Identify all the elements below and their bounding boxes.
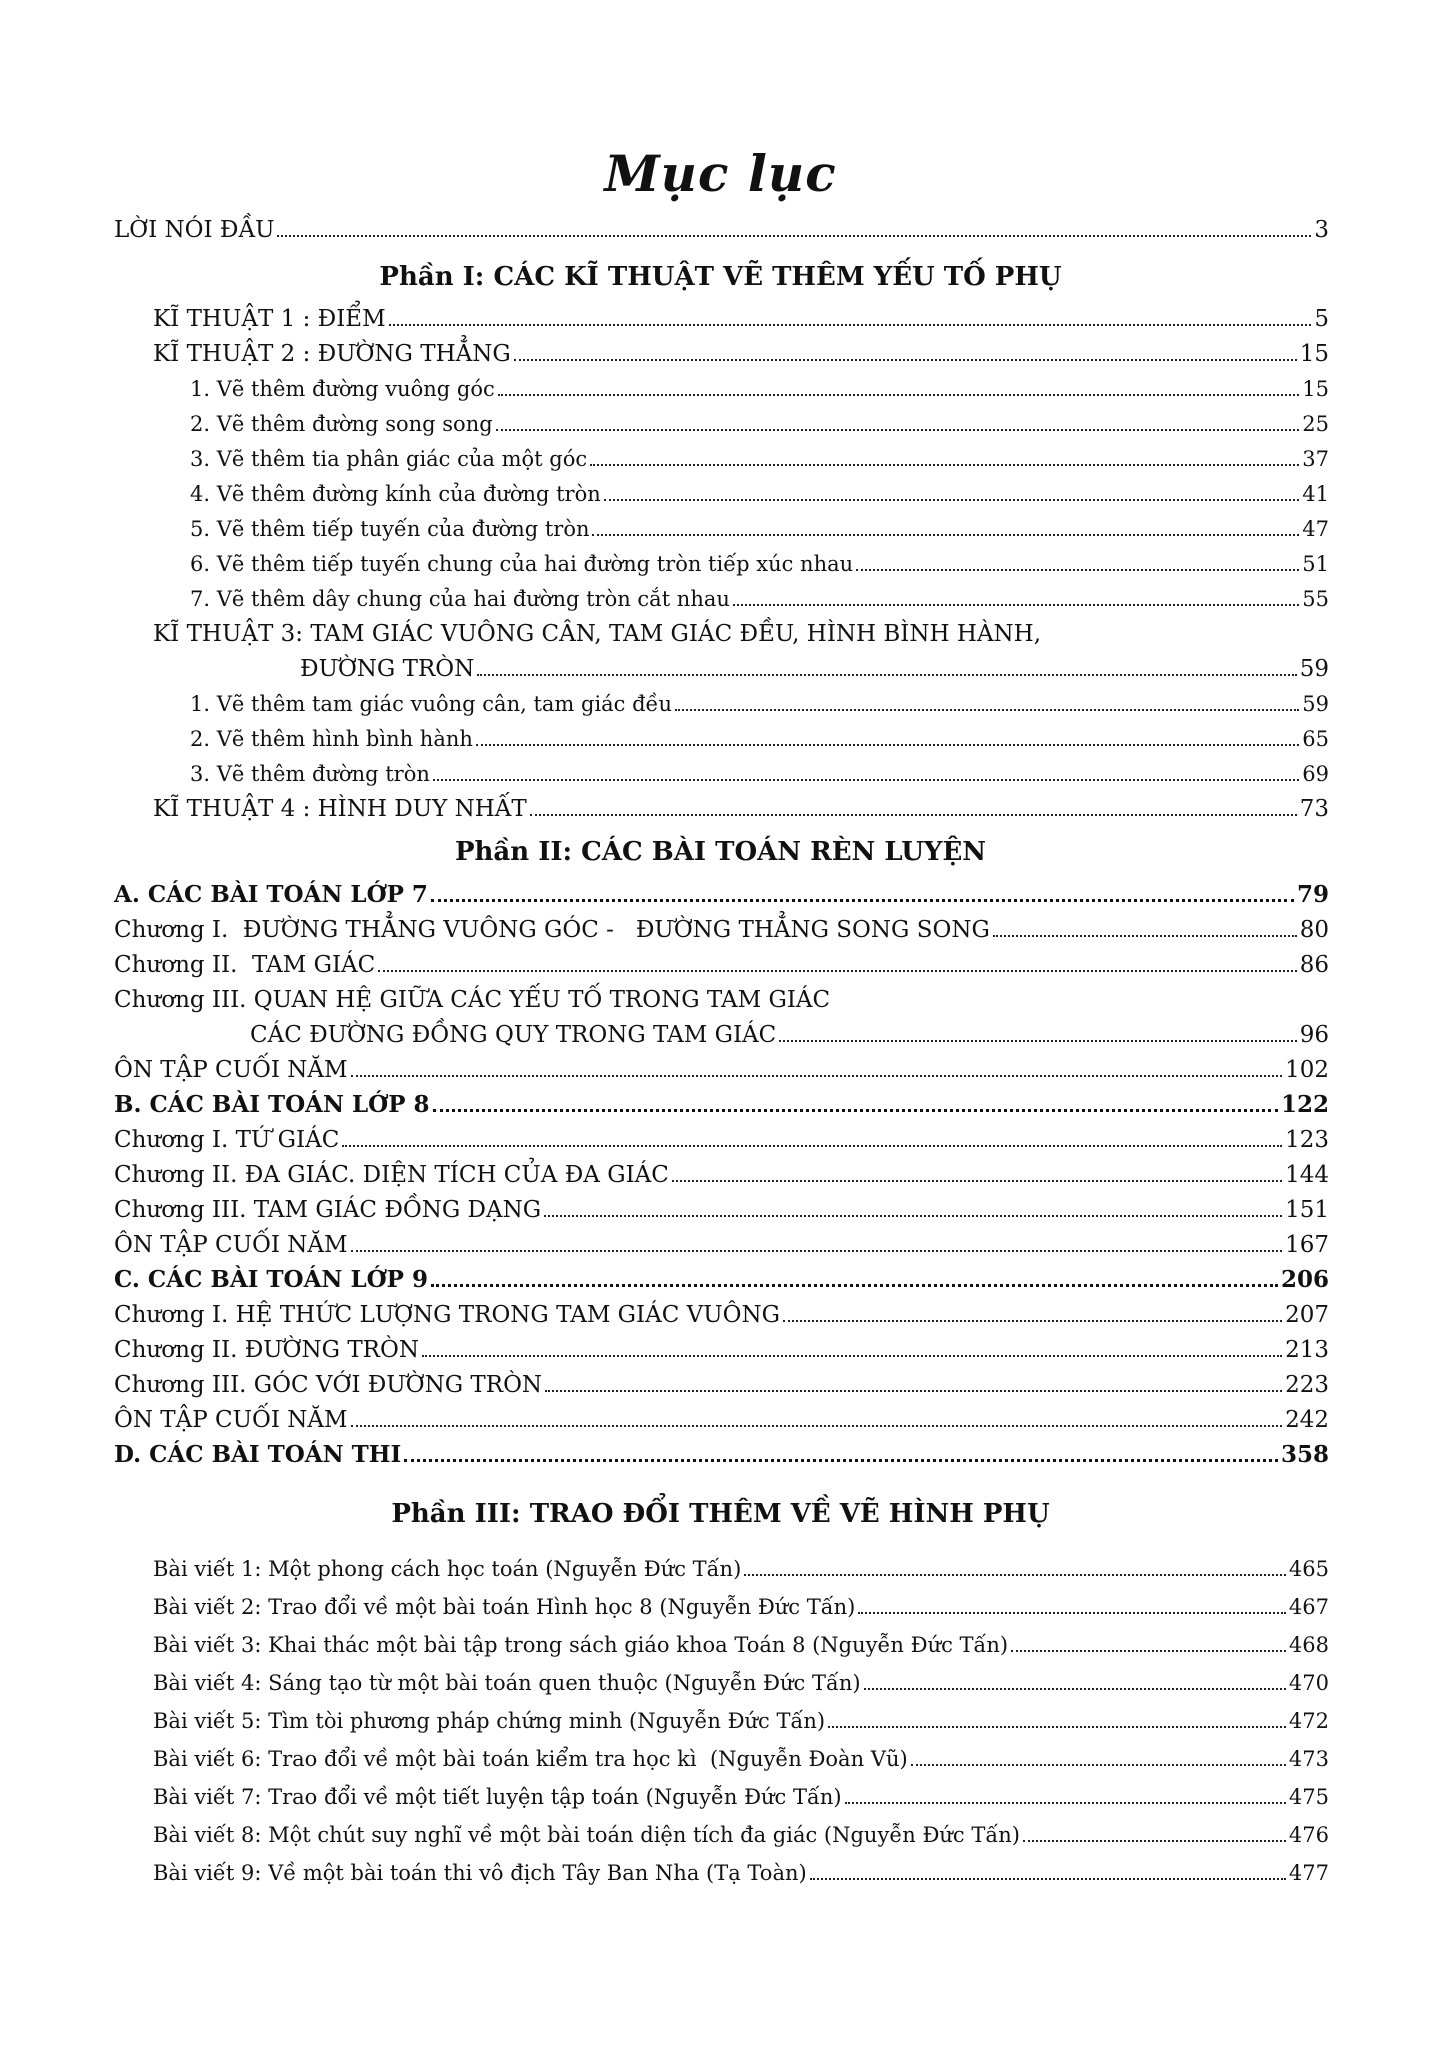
toc-entry-page: 59 (1302, 692, 1329, 716)
toc-entry-section (114, 1090, 1329, 1120)
dot-leader (858, 1612, 1286, 1614)
toc-entry-page: 102 (1285, 1057, 1329, 1083)
toc-entry (114, 1335, 1329, 1365)
toc-entry-label: Bài viết 1: Một phong cách học toán (Nguyễn Đức Tấn) (153, 1557, 742, 1581)
toc-entry-label: 6. Vẽ thêm tiếp tuyến chung của hai đường tròn tiếp xúc nhau (190, 552, 854, 576)
toc-entry-label: Chương II. TAM GIÁC (114, 952, 376, 978)
toc-entry-label: Chương I. TỨ GIÁC (114, 1127, 340, 1153)
toc-entry-label: 1. Vẽ thêm tam giác vuông cân, tam giác đều (190, 692, 673, 716)
toc-entry-label: Chương III. TAM GIÁC ĐỒNG DẠNG (114, 1197, 542, 1223)
toc-entry (114, 1160, 1329, 1190)
toc-entry (190, 514, 1329, 544)
toc-entry-label: KĨ THUẬT 4 : HÌNH DUY NHẤT (153, 796, 527, 822)
toc-entry-page: 468 (1288, 1633, 1329, 1657)
dot-leader (864, 1688, 1286, 1690)
toc-entry (114, 1300, 1329, 1330)
toc-entry (153, 1820, 1329, 1850)
toc-entry (300, 654, 1329, 684)
dot-leader (733, 604, 1299, 606)
toc-entry-label: ÔN TẬP CUỐI NĂM (114, 1057, 348, 1083)
part1-heading: Phần I: CÁC KĨ THUẬT VẼ THÊM YẾU TỐ PHỤ (379, 262, 1062, 292)
toc-entry-page: 144 (1285, 1162, 1329, 1188)
toc-entry (190, 479, 1329, 509)
dot-leader (828, 1726, 1286, 1728)
toc-entry-page: 206 (1280, 1266, 1329, 1293)
toc-entry (153, 304, 1329, 334)
dot-leader (498, 394, 1300, 396)
toc-entry-page: 167 (1285, 1232, 1329, 1258)
toc-entry-page: 472 (1288, 1709, 1329, 1733)
toc-entry (114, 1370, 1329, 1400)
dot-leader (1023, 1840, 1286, 1842)
toc-entry-page: 473 (1288, 1747, 1329, 1771)
toc-entry-page: 477 (1288, 1861, 1329, 1885)
dot-leader (433, 1109, 1278, 1112)
toc-entry-label: Bài viết 3: Khai thác một bài tập trong sách giáo khoa Toán 8 (Nguyễn Đức Tấn) (153, 1633, 1009, 1657)
toc-entry-label: 5. Vẽ thêm tiếp tuyến của đường tròn (190, 517, 590, 541)
toc-entry-page: 51 (1302, 552, 1329, 576)
toc-entry-label: B. CÁC BÀI TOÁN LỚP 8 (114, 1091, 430, 1118)
toc-entry-label: 2. Vẽ thêm hình bình hành (190, 727, 473, 751)
toc-entry-page: 73 (1299, 796, 1329, 822)
toc-entry (190, 584, 1329, 614)
toc-entry (190, 724, 1329, 754)
toc-entry-page: 65 (1302, 727, 1329, 751)
toc-entry-page: 69 (1302, 762, 1329, 786)
dot-leader (783, 1320, 1282, 1322)
dot-leader (431, 1284, 1278, 1287)
toc-entry-label: 2. Vẽ thêm đường song song (190, 412, 493, 436)
toc-entry-page: 55 (1302, 587, 1329, 611)
dot-leader (592, 534, 1299, 536)
toc-entry-label-cont: CÁC ĐƯỜNG ĐỒNG QUY TRONG TAM GIÁC (250, 1022, 777, 1048)
dot-leader (476, 744, 1299, 746)
dot-leader (351, 1075, 1283, 1077)
toc-entry-label-cont: ĐƯỜNG TRÒN (300, 656, 475, 682)
toc-entry-page: 213 (1285, 1337, 1329, 1363)
toc-entry-label: 1. Vẽ thêm đường vuông góc (190, 377, 495, 401)
toc-entry (114, 1230, 1329, 1260)
dot-leader (351, 1250, 1283, 1252)
toc-entry-page: 47 (1302, 517, 1329, 541)
toc-entry (153, 1858, 1329, 1888)
dot-leader (911, 1764, 1286, 1766)
toc-entry (250, 1020, 1329, 1050)
toc-entry (153, 1706, 1329, 1736)
toc-entry-label: 3. Vẽ thêm tia phân giác của một góc (190, 447, 588, 471)
toc-entry-preface (114, 215, 1329, 245)
toc-entry-label: Bài viết 5: Tìm tòi phương pháp chứng minh (Nguyễn Đức Tấn) (153, 1709, 826, 1733)
toc-entry-section (114, 880, 1329, 910)
toc-entry (114, 950, 1329, 980)
toc-entry (114, 1055, 1329, 1085)
toc-entry-label: Chương II. ĐA GIÁC. DIỆN TÍCH CỦA ĐA GIÁC (114, 1162, 669, 1188)
dot-leader (422, 1355, 1282, 1357)
dot-leader (378, 970, 1296, 972)
dot-leader (544, 1215, 1282, 1217)
page-title: Mục lục (604, 144, 837, 203)
toc-entry (153, 1554, 1329, 1584)
toc-entry-page: 3 (1314, 217, 1329, 243)
toc-entry-label: A. CÁC BÀI TOÁN LỚP 7 (114, 881, 428, 908)
dot-leader (604, 499, 1300, 501)
toc-entry (153, 1782, 1329, 1812)
toc-entry-label: LỜI NÓI ĐẦU (114, 217, 275, 243)
toc-entry (153, 794, 1329, 824)
toc-entry (153, 1744, 1329, 1774)
dot-leader (590, 464, 1299, 466)
toc-entry-page: 358 (1280, 1441, 1329, 1468)
dot-leader (431, 899, 1294, 902)
dot-leader (433, 779, 1299, 781)
toc-entry-page: 79 (1296, 881, 1329, 908)
part2-heading: Phần II: CÁC BÀI TOÁN RÈN LUYỆN (454, 837, 987, 867)
dot-leader (672, 1180, 1282, 1182)
toc-entry-page: 207 (1285, 1302, 1329, 1328)
toc-entry (190, 549, 1329, 579)
dot-leader (496, 429, 1300, 431)
toc-entry-page: 59 (1299, 656, 1329, 682)
toc-entry-label: Bài viết 7: Trao đổi về một tiết luyện tập toán (Nguyễn Đức Tấn) (153, 1785, 842, 1809)
toc-entry (153, 1668, 1329, 1698)
toc-entry-label: Bài viết 6: Trao đổi về một bài toán kiểm tra học kì (Nguyễn Đoàn Vũ) (153, 1747, 908, 1771)
toc-entry-page: 465 (1288, 1557, 1329, 1581)
toc-entry-label: Bài viết 2: Trao đổi về một bài toán Hình học 8 (Nguyễn Đức Tấn) (153, 1595, 856, 1619)
dot-leader (810, 1878, 1286, 1880)
dot-leader (514, 359, 1297, 361)
toc-entry-page: 476 (1288, 1823, 1329, 1847)
toc-entry (153, 1592, 1329, 1622)
toc-entry-page: 37 (1302, 447, 1329, 471)
toc-entry (114, 1195, 1329, 1225)
toc-entry (153, 1630, 1329, 1660)
toc-entry-label: 3. Vẽ thêm đường tròn (190, 762, 430, 786)
toc-entry (114, 915, 1329, 945)
toc-entry-page: 475 (1288, 1785, 1329, 1809)
toc-entry-label: KĨ THUẬT 2 : ĐƯỜNG THẲNG (153, 341, 511, 367)
toc-entry-label: KĨ THUẬT 1 : ĐIỂM (153, 306, 386, 332)
dot-leader (675, 709, 1299, 711)
toc-entry (190, 374, 1329, 404)
toc-entry-label: C. CÁC BÀI TOÁN LỚP 9 (114, 1266, 428, 1293)
dot-leader (856, 569, 1299, 571)
toc-entry-label: D. CÁC BÀI TOÁN THI (114, 1441, 402, 1468)
toc-entry-page: 223 (1285, 1372, 1329, 1398)
toc-entry (190, 759, 1329, 789)
toc-entry-page: 41 (1302, 482, 1329, 506)
toc-entry-label: Bài viết 9: Về một bài toán thi vô địch Tây Ban Nha (Tạ Toàn) (153, 1861, 807, 1885)
toc-entry-page: 5 (1314, 306, 1329, 332)
toc-entry-label: ÔN TẬP CUỐI NĂM (114, 1232, 348, 1258)
toc-entry-label: Bài viết 8: Một chút suy nghĩ về một bài toán diện tích đa giác (Nguyễn Đức Tấn) (153, 1823, 1020, 1847)
toc-entry-page: 15 (1299, 341, 1329, 367)
toc-entry-label: Chương I. ĐƯỜNG THẲNG VUÔNG GÓC - ĐƯỜNG THẲNG SONG SONG (114, 917, 990, 943)
toc-entry-section (114, 1440, 1329, 1470)
dot-leader (477, 674, 1296, 676)
toc-entry (190, 689, 1329, 719)
toc-entry-label: 4. Vẽ thêm đường kính của đường tròn (190, 482, 601, 506)
dot-leader (779, 1040, 1296, 1042)
toc-entry-page: 122 (1280, 1091, 1329, 1118)
dot-leader (545, 1390, 1282, 1392)
toc-entry-label: 7. Vẽ thêm dây chung của hai đường tròn cắt nhau (190, 587, 730, 611)
toc-entry (114, 1125, 1329, 1155)
dot-leader (530, 814, 1297, 816)
toc-entry (190, 409, 1329, 439)
toc-entry-label: KĨ THUẬT 3: TAM GIÁC VUÔNG CÂN, TAM GIÁC ĐỀU, HÌNH BÌNH HÀNH, (153, 621, 1042, 647)
toc-entry-page: 25 (1302, 412, 1329, 436)
toc-entry-label: Chương I. HỆ THỨC LƯỢNG TRONG TAM GIÁC VUÔNG (114, 1302, 781, 1328)
toc-entry (114, 1405, 1329, 1435)
toc-entry-section (114, 1265, 1329, 1295)
dot-leader (404, 1459, 1278, 1462)
toc-entry-label: Bài viết 4: Sáng tạo từ một bài toán quen thuộc (Nguyễn Đức Tấn) (153, 1671, 861, 1695)
toc-entry-page: 151 (1285, 1197, 1329, 1223)
dot-leader (351, 1425, 1283, 1427)
dot-leader (744, 1574, 1286, 1576)
toc-entry-label: Chương III. GÓC VỚI ĐƯỜNG TRÒN (114, 1372, 543, 1398)
toc-entry-label: ÔN TẬP CUỐI NĂM (114, 1407, 348, 1433)
toc-entry (153, 339, 1329, 369)
dot-leader (277, 235, 1311, 237)
dot-leader (342, 1145, 1282, 1147)
toc-entry-page: 80 (1299, 917, 1329, 943)
toc-entry-page: 15 (1302, 377, 1329, 401)
dot-leader (993, 935, 1297, 937)
toc-entry-page: 470 (1288, 1671, 1329, 1695)
dot-leader (1011, 1650, 1286, 1652)
toc-entry-page: 242 (1285, 1407, 1329, 1433)
toc-entry-page: 123 (1285, 1127, 1329, 1153)
toc-entry (190, 444, 1329, 474)
toc-entry-page: 86 (1299, 952, 1329, 978)
toc-entry-label: Chương II. ĐƯỜNG TRÒN (114, 1337, 419, 1363)
dot-leader (389, 324, 1312, 326)
toc-entry-page: 467 (1288, 1595, 1329, 1619)
toc-entry-label: Chương III. QUAN HỆ GIỮA CÁC YẾU TỐ TRONG TAM GIÁC (114, 987, 831, 1013)
part3-heading: Phần III: TRAO ĐỔI THÊM VỀ VẼ HÌNH PHỤ (391, 1499, 1050, 1529)
dot-leader (845, 1802, 1286, 1804)
toc-entry-page: 96 (1299, 1022, 1329, 1048)
